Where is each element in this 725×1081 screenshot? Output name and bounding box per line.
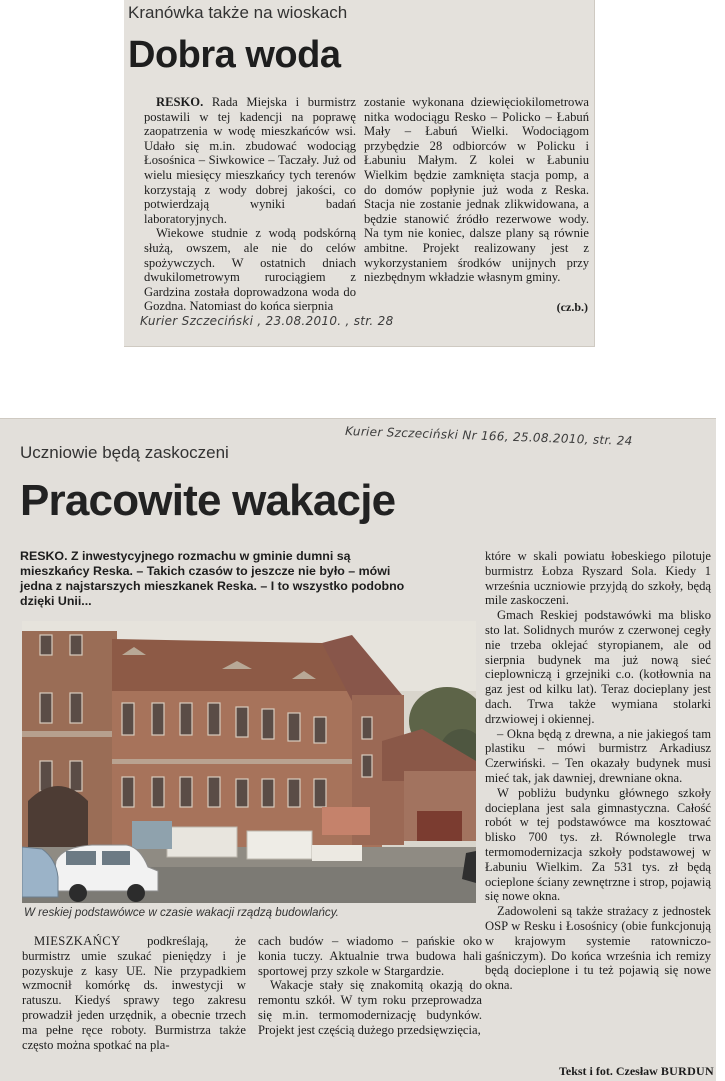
lead-line: jedna z najstarszych mieszkanek Reska. – I to wszystko podobno bbox=[20, 579, 405, 593]
byline-prefix: Tekst i fot. Czesław bbox=[558, 1064, 658, 1078]
author-byline: (cz.b.) bbox=[556, 300, 588, 314]
paragraph: Zadowoleni są także strażacy z jednostek OSP w Resku i Łosośnicy (obie funkcjonują w krajowym systemie ratowniczo-gaśniczym). Do końca września ich remizy będą docieplone i tu też pojawią się nowe okna. bbox=[485, 904, 711, 993]
article-title: Dobra woda bbox=[128, 34, 341, 76]
dateline: RESKO. bbox=[156, 95, 204, 109]
article-clipping-dobra-woda bbox=[124, 0, 595, 347]
handwritten-source-note: Kurier Szczeciński Nr 166, 25.08.2010, str. 24 bbox=[344, 423, 633, 449]
article-clipping-pracowite-wakacje bbox=[0, 418, 716, 1081]
paragraph-text: Rada Miejska i burmistrz postawili w tej kadencji na poprawę zaopatrzenia w wodę mieszkańców wsi. Udało się m.in. zbudować wodociąg Łosośnica – Siwkowice – Taczały. Już od wielu miesięcy mieszkańcy tych terenów korzystają z wody dobrej jakości, co potwierdzają wyniki badań laboratoryjnych. bbox=[144, 95, 356, 226]
lead-line: RESKO. Z inwestycyjnego rozmachu w gminie dumni są bbox=[20, 549, 351, 563]
article-kicker: Uczniowie będą zaskoczeni bbox=[20, 443, 229, 462]
byline-name: BURDUN bbox=[660, 1064, 714, 1078]
paragraph bbox=[144, 95, 356, 226]
school-building-photo bbox=[22, 621, 476, 903]
article-column-bottom-left bbox=[22, 934, 246, 1052]
paragraph: cach budów – wiadomo – pańskie oko konia tuczy. Aktualnie trwa budowa hali sportowej przy szkole w Stargardzie. bbox=[258, 934, 482, 978]
article-column-left bbox=[144, 95, 356, 314]
paragraph bbox=[22, 934, 246, 1052]
paragraph: – Okna będą z drewna, a nie jakiegoś tam plastiku – mówi burmistrz Arkadiusz Czerwiński. – Ten okazały budynek musi mieć tak, jak dawniej, drewniane okna. bbox=[485, 726, 711, 785]
article-column-bottom-middle bbox=[258, 934, 482, 1038]
article-column-right bbox=[485, 549, 711, 993]
article-lead bbox=[20, 549, 472, 609]
paragraph: które w skali powiatu łobeskiego pilotuje burmistrz Łobza Ryszard Sola. Kiedy 1 września uczniowie przyjdą do szkoły, będą mile zaskoczeni. bbox=[485, 549, 711, 608]
article-kicker: Kranówka także na wioskach bbox=[128, 3, 348, 22]
paragraph: Gmach Reskiej podstawówki ma blisko sto lat. Solidnych murów z czerwonej cegły nie trzeba oklejać styropianem, ale od sierpnia budynek ma już nową sieć cieplowniczą i grzejniki c.o. (kotłownia na gaz jest od kilku lat). Teraz docieplany jest dach. Trwa także wymiana stolarki drzwiowej i okiennej. bbox=[485, 608, 711, 726]
paragraph: Wiekowe studnie z wodą podskórną służą, owszem, ale nie do celów spożywczych. W ostatnich dniach dwukilometrowym rurociągiem z Gardzina została doprowadzona woda do Gozdna. Natomiast do końca sierpnia bbox=[144, 226, 356, 314]
article-column-right bbox=[364, 95, 589, 285]
article-title: Pracowite wakacje bbox=[20, 476, 396, 525]
paragraph-text: podkreślają, że burmistrz umie szukać pieniędzy i je pozyskuje z kasy UE. Nie przypadkiem wzmocnił komórkę ds. inwestycji w ratuszu. Kiedyś sprawy tego zakresu prowadził jeden urzędnik, a obecnie trzech ma pełne ręce roboty. Burmistrza także często można spotkać na pla- bbox=[22, 934, 246, 1052]
handwritten-source-note: Kurier Szczeciński , 23.08.2010. , str. 28 bbox=[140, 314, 394, 328]
photo-caption: W reskiej podstawówce w czasie wakacji rządzą budowlańcy. bbox=[24, 906, 339, 919]
paragraph: Wakacje stały się znakomitą okazją do remontu szkół. W tym roku przeprowadza się m.in. termomodernizację budynków. Projekt jest częścią dużego przedsięwzięcia, bbox=[258, 978, 482, 1037]
paragraph-lead: MIESZKAŃCY bbox=[34, 934, 121, 948]
paragraph: W pobliżu budynku głównego szkoły docieplana jest sala gimnastyczna. Całość robót w tej podstawówce ma kosztować blisko 700 tys. zł. Równolegle trwa termomodernizacja szkoły podstawowej w Łabuniu Wielkim. Za 531 tys. zł będą ocieplone ściany zewnętrzne i strop, pojawią się nowe okna. bbox=[485, 785, 711, 904]
author-byline bbox=[559, 1064, 714, 1079]
lead-line: mieszkańcy Reska. – Takich czasów to jeszcze nie było – mówi bbox=[20, 564, 391, 578]
paragraph: zostanie wykonana dziewięciokilometrowa nitka wodociągu Resko – Policko – Łabuń Mały – Łabuń Wielki. Wodociągom przybędzie 28 odbiorców w Policku i Łabuniu Małym. Z kolei w Łabuniu Wielkim będzie zamknięta stacja pomp, a do domów popłynie już woda z Reska. Stacja nie zostanie jednak zlikwidowana, a będzie stanowić źródło rezerwowe wody. Na tym nie koniec, dalsze plany są równie ambitne. Projekt realizowany jest z wykorzystaniem środków unijnych przy niezbędnym wkładzie własnym gminy. bbox=[364, 95, 589, 285]
lead-line: dzięki Unii... bbox=[20, 594, 92, 608]
